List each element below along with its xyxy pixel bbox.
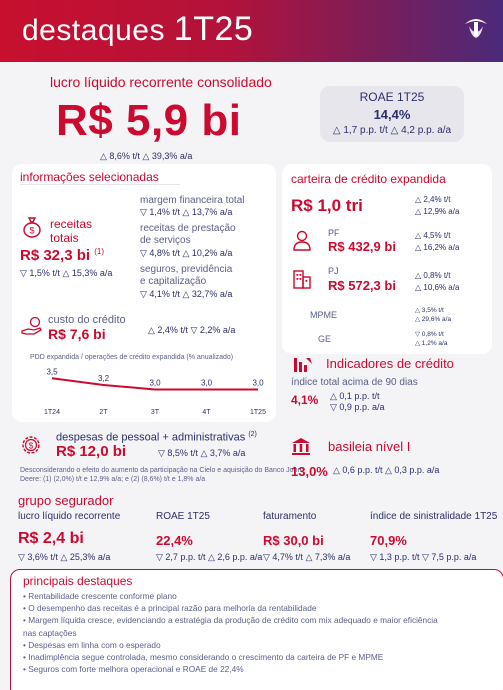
mpme-var1: △ 3,5% t/t — [415, 307, 444, 314]
carteira-card — [282, 164, 492, 354]
money-bag-icon — [22, 216, 42, 238]
info-card — [12, 164, 276, 422]
mpme-label: MPME — [310, 310, 337, 320]
margem-label: margem financeira total — [140, 195, 245, 206]
despesas-value: R$ 12,0 bi — [56, 443, 127, 460]
receitas-value-line — [20, 247, 104, 264]
segurador-col-4-var: ▽ 1,3 p.p. t/t ▽ 7,5 p.p. a/a — [370, 552, 477, 562]
segurador-col-3-label: faturamento — [263, 511, 317, 522]
pdd-data-label: 3,5 — [46, 367, 58, 377]
footnote-2: Deere: (1) (2,0%) t/t e 12,9% a/a; e (2) (8,6%) t/t e 1,8% a/a — [20, 476, 206, 483]
gear-dollar-icon — [20, 434, 42, 456]
carteira-total-var2: △ 12,9% a/a — [415, 207, 460, 216]
ge-label: GE — [318, 334, 332, 344]
destaques-title: principais destaques — [23, 574, 133, 588]
roae-value: 14,4% — [373, 107, 411, 122]
pdd-category-label: 2T — [99, 409, 108, 416]
basileia-value: 13,0% — [291, 464, 328, 479]
indicadores-label: índice total acima de 90 dias — [291, 377, 418, 388]
segurador-col-1-label: lucro líquido recorrente — [18, 511, 121, 522]
pf-value: R$ 432,9 bi — [328, 239, 396, 254]
servicos-label-1: receitas de prestação — [140, 223, 236, 234]
segurador-col-3-var: ▽ 4,7% t/t △ 7,3% a/a — [263, 552, 351, 562]
carteira-total-var1: △ 2,4% t/t — [415, 195, 451, 204]
bar-chart-icon — [292, 354, 314, 374]
segurador-col-2-label: ROAE 1T25 — [156, 511, 210, 522]
pdd-data-label: 3,2 — [97, 374, 110, 383]
despesas-label-line — [56, 431, 257, 444]
indicadores-var2: ▽ 0,9 p.p. a/a — [330, 402, 385, 412]
destaques-item: • Margem líquida cresce, evidenciando a estratégia da produção de crédito com mix adequado e maior eficiência — [23, 614, 499, 626]
pj-value: R$ 572,3 bi — [328, 278, 396, 293]
carteira-title: carteira de crédito expandida — [291, 172, 446, 186]
destaques-box — [10, 569, 503, 690]
destaques-item-continuation — [23, 627, 499, 639]
destaques-item: • Rentabilidade crescente conforme plano — [23, 590, 499, 602]
destaques-item-continuation-text: nas captações — [23, 627, 77, 638]
footnote-1: Desconsiderando o efeito do aumento da participação na Cielo e aquisição do Banco John — [20, 467, 302, 474]
info-title: informações selecionadas — [20, 170, 159, 184]
page-title — [22, 10, 253, 49]
header-banner — [0, 0, 503, 62]
building-icon — [292, 268, 312, 290]
receitas-variation: ▽ 1,5% t/t △ 15,3% a/a — [20, 268, 113, 278]
ge-var1: ▽ 0,8% t/t — [415, 331, 444, 338]
destaques-item: • Despesas em linha com o esperado — [23, 639, 499, 651]
svg-text:$: $ — [29, 225, 35, 236]
receitas-label-2: totais — [50, 231, 79, 245]
receitas-note: (1) — [94, 247, 104, 256]
pdd-category-label: 1T25 — [250, 409, 266, 416]
hand-coin-icon — [20, 316, 44, 336]
roae-title: ROAE 1T25 — [359, 90, 425, 104]
segurador-title: grupo segurador — [18, 493, 114, 508]
servicos-variation: ▽ 4,8% t/t △ 10,2% a/a — [140, 248, 233, 258]
divider — [20, 184, 180, 185]
pdd-category-label: 4T — [202, 409, 211, 416]
hero-value: R$ 5,9 bi — [56, 96, 242, 145]
pj-var2: △ 10,6% a/a — [415, 283, 460, 292]
roae-variation: △ 1,7 p.p. t/t △ 4,2 p.p. a/a — [332, 125, 452, 136]
servicos-label-2: de serviços — [140, 235, 191, 246]
pf-var1: △ 4,5% t/t — [415, 231, 451, 240]
hero-variation: △ 8,6% t/t △ 39,3% a/a — [100, 151, 193, 161]
segurador-col-2-value: 22,4% — [156, 533, 193, 548]
segurador-col-4-label: índice de sinistralidade 1T25 — [370, 511, 498, 522]
basileia-title: basileia nível I — [328, 439, 411, 454]
custo-value: R$ 7,6 bi — [48, 326, 106, 342]
bank-icon — [290, 436, 312, 456]
pdd-category-label: 1T24 — [44, 409, 60, 416]
title-period: 1T25 — [173, 10, 254, 48]
pdd-data-label: 3,0 — [252, 378, 264, 388]
mpme-var2: △ 29,6% a/a — [415, 316, 452, 323]
pdd-data-label: 3,0 — [149, 378, 161, 388]
pf-var2: △ 16,2% a/a — [415, 243, 460, 252]
destaques-list — [23, 590, 499, 675]
basileia-variation: △ 0,6 p.p. t/t △ 0,3 p.p. a/a — [333, 465, 440, 475]
segurador-col-4-value: 70,9% — [370, 533, 407, 548]
title-text: destaques — [22, 14, 165, 47]
segurador-col-1-var: ▽ 3,6% t/t △ 25,3% a/a — [18, 552, 111, 562]
segurador-col-2-var: ▽ 2,7 p.p. t/t △ 2,6 p.p. a/a — [156, 552, 263, 562]
custo-variation: △ 2,4% t/t ▽ 2,2% a/a — [148, 325, 236, 335]
pj-var1: △ 0,8% t/t — [415, 271, 451, 280]
receitas-value: R$ 32,3 bi — [20, 247, 91, 264]
receitas-label-1: receitas — [50, 217, 93, 231]
indicadores-value: 4,1% — [291, 393, 319, 407]
carteira-total-value: R$ 1,0 tri — [291, 196, 363, 215]
bradesco-logo-icon — [461, 12, 491, 42]
indicadores-title: Indicadores de crédito — [326, 356, 454, 371]
pj-label: PJ — [328, 266, 339, 276]
seguros-variation: ▽ 4,1% t/t △ 32,7% a/a — [140, 289, 233, 299]
hero-label: lucro líquido recorrente consolidado — [50, 74, 272, 90]
destaques-item: • O desempenho das receitas é a principal razão para melhoria da rentabilidade — [23, 602, 499, 614]
margem-variation: ▽ 1,4% t/t △ 13,7% a/a — [140, 207, 233, 217]
indicadores-var1: △ 0,1 p.p. t/t — [330, 391, 380, 401]
destaques-item: • Seguros com forte melhora operacional e ROAE de 22,4% — [23, 663, 499, 675]
pf-label: PF — [328, 228, 340, 238]
seguros-label-2: e capitalização — [140, 276, 207, 287]
custo-label: custo do crédito — [48, 314, 126, 326]
roae-box — [320, 86, 464, 142]
despesas-label: despesas de pessoal + administrativas — [56, 431, 246, 444]
pdd-line-chart — [22, 364, 272, 420]
svg-text:$: $ — [28, 441, 34, 451]
segurador-col-3-value: R$ 30,0 bi — [263, 533, 324, 548]
despesas-note: (2) — [248, 431, 257, 438]
chart-caption: PDD expandida / operações de crédito expandida (% anualizado) — [30, 354, 234, 361]
pdd-data-label: 3,0 — [200, 378, 213, 388]
seguros-label-1: seguros, previdência — [140, 264, 233, 275]
person-icon — [292, 230, 312, 252]
despesas-variation: ▽ 8,5% t/t △ 3,7% a/a — [158, 448, 246, 458]
destaques-item: • Inadimplência segue controlada, mesmo considerando o crescimento da carteira de PF e MPME — [23, 651, 499, 663]
pdd-category-label: 3T — [150, 409, 160, 416]
ge-var2: △ 1,2% a/a — [415, 340, 448, 347]
segurador-col-1-value: R$ 2,4 bi — [18, 530, 84, 547]
